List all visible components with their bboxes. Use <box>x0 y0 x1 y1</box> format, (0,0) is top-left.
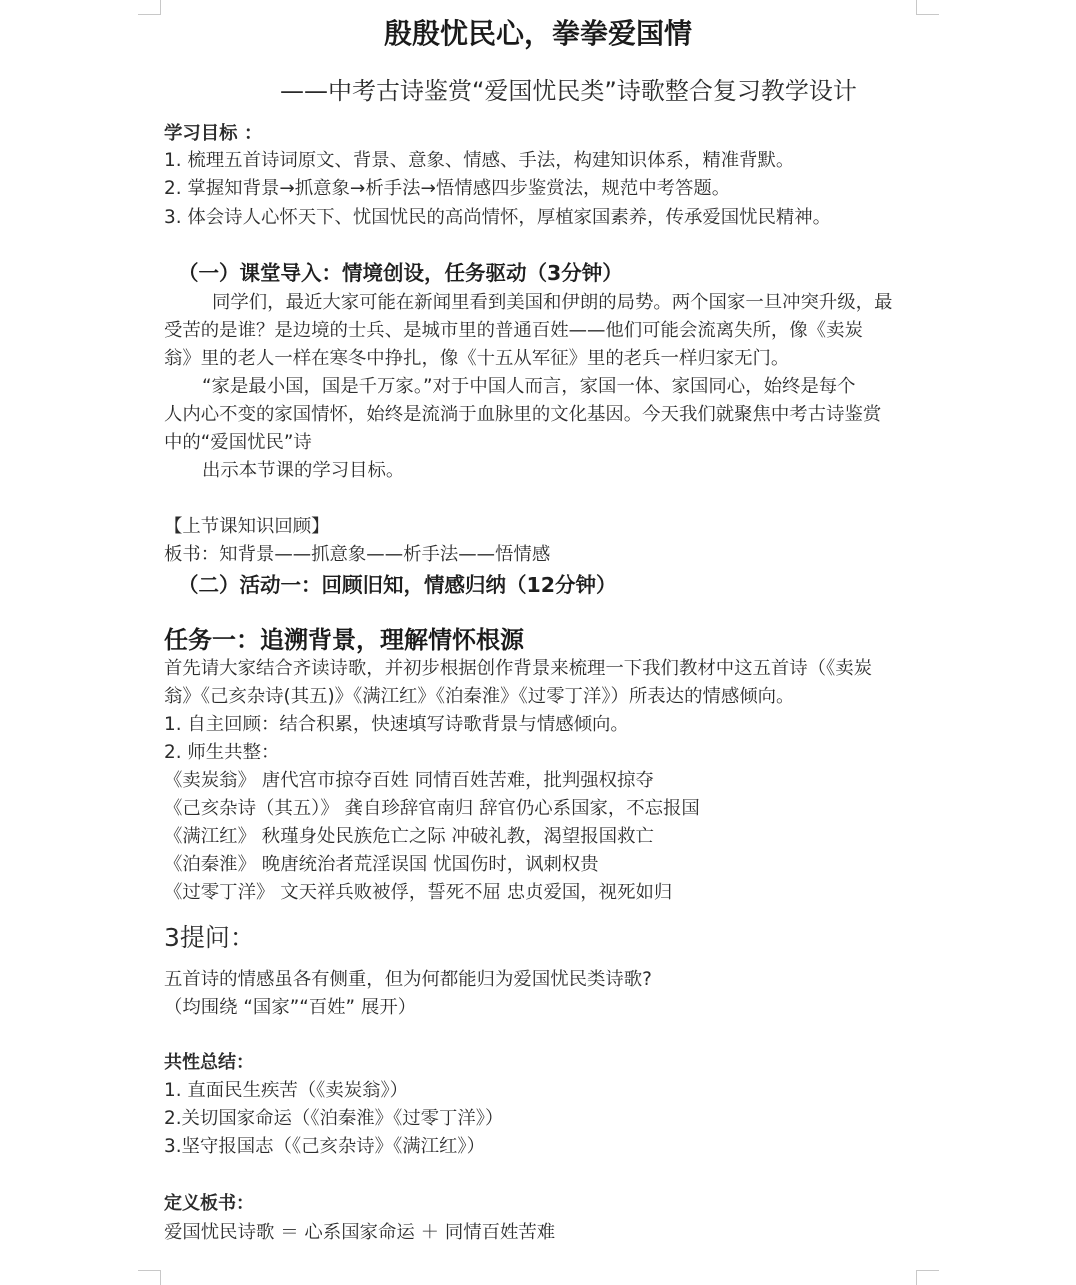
poem-row: 《卖炭翁》 唐代宫市掠夺百姓 同情百姓苦难，批判强权掠夺 <box>164 770 654 791</box>
corner-mark-bottom-right <box>916 1270 939 1285</box>
poem-row: 《己亥杂诗（其五）》 龚自珍辞官南归 辞官仍心系国家，不忘报国 <box>164 798 700 819</box>
document-title: 殷殷忧民心，拳拳爱国情 <box>383 17 692 50</box>
paragraph-line: 受苦的是谁？是边境的士兵、是城市里的普通百姓——他们可能会流离失所，像《卖炭 <box>164 320 863 341</box>
definition-heading: 定义板书： <box>164 1193 254 1214</box>
paragraph-line: 人内心不变的家国情怀，始终是流淌于血脉里的文化基因。今天我们就聚焦中考古诗鉴赏 <box>164 404 882 425</box>
step-item: 2. 师生共整： <box>164 742 280 763</box>
goal-item: 3. 体会诗人心怀天下、忧国忧民的高尚情怀，厚植家国素养，传承爱国忧民精神。 <box>164 207 832 228</box>
poem-row: 《泊秦淮》 晚唐统治者荒淫误国 忧国伤时，讽刺权贵 <box>164 854 599 875</box>
paragraph-line: “家是最小国，国是千万家。”对于中国人而言，家国一体、家国同心，始终是每个 <box>202 376 856 397</box>
poem-row: 《满江红》 秋瑾身处民族危亡之际 冲破礼教，渴望报国救亡 <box>164 826 654 847</box>
summary-heading: 共性总结： <box>164 1052 254 1073</box>
paragraph-line: 翁》《己亥杂诗(其五)》《满江红》《泊秦淮》《过零丁洋》）所表达的情感倾向。 <box>164 686 795 707</box>
question-text: 五首诗的情感虽各有侧重，但为何都能归为爱国忧民类诗歌? <box>164 969 652 990</box>
board-text: 板书：知背景——抓意象——析手法——悟情感 <box>164 544 551 565</box>
step-item: 1. 自主回顾：结合积累，快速填写诗歌背景与情感倾向。 <box>164 714 629 735</box>
corner-mark-top-right <box>916 0 939 15</box>
summary-item: 2.关切国家命运（《泊秦淮》《过零丁洋》） <box>164 1108 504 1129</box>
definition-text: 爱国忧民诗歌 ＝ 心系国家命运 ＋ 同情百姓苦难 <box>164 1222 556 1243</box>
document-subtitle: ——中考古诗鉴赏“爱国忧民类”诗歌整合复习教学设计 <box>280 77 857 105</box>
goal-item: 1. 梳理五首诗词原文、背景、意象、情感、手法，构建知识体系，精准背默。 <box>164 150 795 171</box>
question-label: 3提问： <box>164 923 255 952</box>
corner-mark-bottom-left <box>138 1270 161 1285</box>
poem-row: 《过零丁洋》 文天祥兵败被俘，誓死不屈 忠贞爱国，视死如归 <box>164 882 673 903</box>
paragraph-line: 翁》里的老人一样在寒冬中挣扎，像《十五从军征》里的老兵一样归家无门。 <box>164 348 790 369</box>
goal-item: 2. 掌握知背景→抓意象→析手法→悟情感四步鉴赏法，规范中考答题。 <box>164 178 731 199</box>
question-hint: （均围绕 “国家”“百姓” 展开） <box>164 997 417 1018</box>
section2-heading: （二）活动一：回顾旧知，情感归纳（12分钟） <box>178 573 617 597</box>
summary-item: 1. 直面民生疾苦（《卖炭翁》） <box>164 1080 409 1101</box>
paragraph-line: 首先请大家结合齐读诗歌，并初步根据创作背景来梳理一下我们教材中这五首诗（《卖炭 <box>164 658 873 679</box>
corner-mark-top-left <box>138 0 161 15</box>
section1-heading: （一）课堂导入：情境创设，任务驱动（3分钟） <box>178 261 623 285</box>
paragraph-line: 中的“爱国忧民”诗 <box>164 432 312 453</box>
summary-item: 3.坚守报国志（《己亥杂诗》《满江红》） <box>164 1136 485 1157</box>
review-label: 【上节课知识回顾】 <box>164 516 330 537</box>
paragraph-line: 同学们，最近大家可能在新闻里看到美国和伊朗的局势。两个国家一旦冲突升级，最 <box>212 292 893 313</box>
task-title: 任务一：追溯背景，理解情怀根源 <box>164 626 524 654</box>
paragraph-line: 出示本节课的学习目标。 <box>202 460 405 481</box>
goals-heading: 学习目标 ： <box>164 123 263 144</box>
